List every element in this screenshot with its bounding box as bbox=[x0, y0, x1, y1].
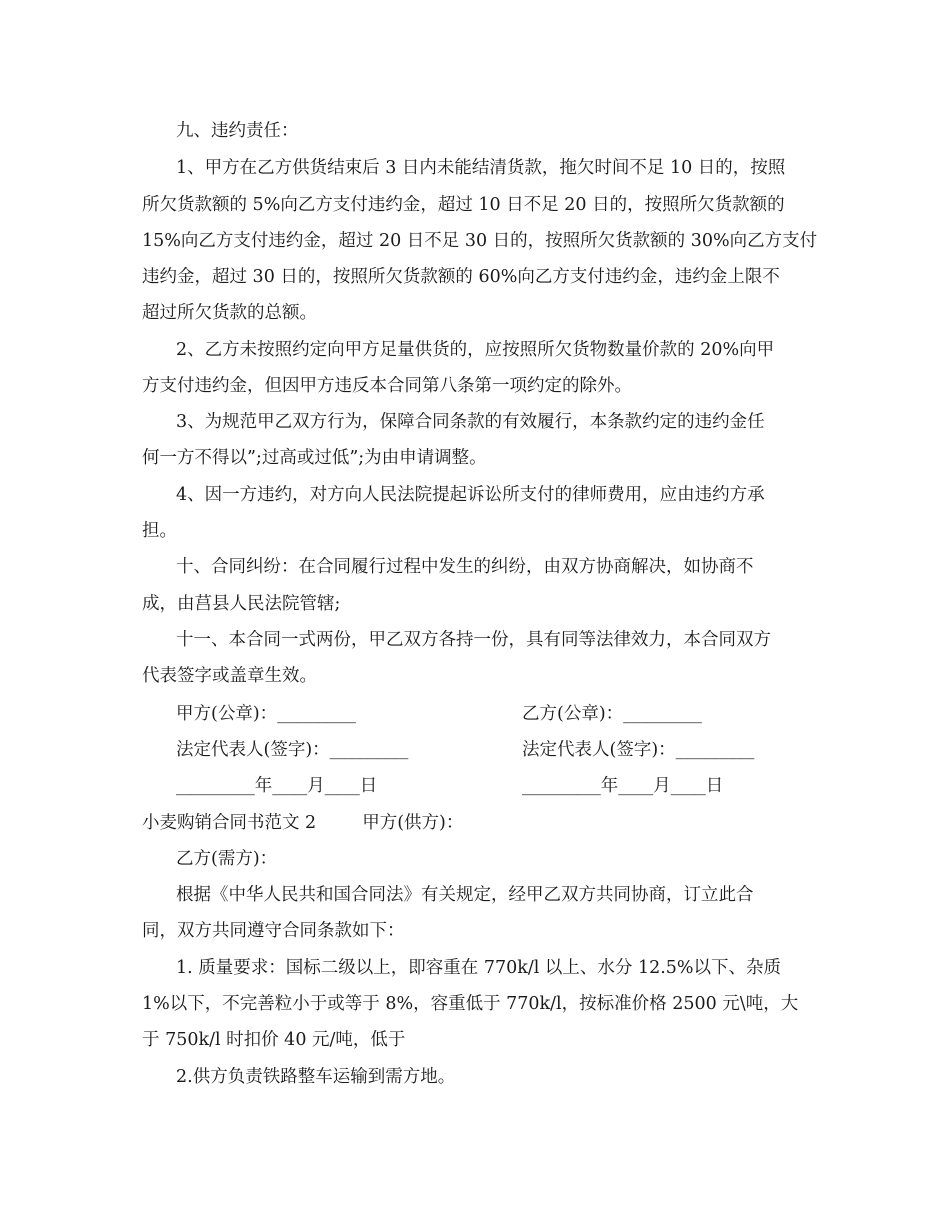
section-9-item-2-line-1: 2、乙方未按照约定向甲方足量供货的，应按照所欠货物数量价款的 20%向甲 bbox=[176, 340, 775, 360]
doc2-party-a: 甲方(供方)： bbox=[362, 813, 464, 833]
section-9-item-3-line-1: 3、为规范甲乙双方行为，保障合同条款的有效履行，本条款约定的违约金任 bbox=[176, 412, 765, 432]
section-9-item-1-line-5: 超过所欠货款的总额。 bbox=[142, 303, 317, 323]
section-9-item-4-line-2: 担。 bbox=[142, 521, 177, 541]
doc2-preamble-line-1: 根据《中华人民共和国合同法》有关规定，经甲乙双方共同协商，订立此合 bbox=[176, 885, 754, 905]
section-9-item-4-line-1: 4、因一方违约，对方向人民法院提起诉讼所支付的律师费用，应由违约方承 bbox=[176, 485, 765, 505]
section-9-item-1-line-2: 所欠货款额的 5%向乙方支付违约金，超过 10 日不足 20 日的，按照所欠货款额的 bbox=[142, 195, 785, 215]
party-a-seal-line: 甲方(公章)：_________ bbox=[176, 704, 356, 724]
doc2-title-row bbox=[142, 811, 463, 835]
section-10-line-1: 十、合同纠纷：在合同履行过程中发生的纠纷，由双方协商解决，如协商不 bbox=[176, 557, 754, 577]
doc2-clause-1-line-1: 1. 质量要求：国标二级以上，即容重在 770k/l 以上、水分 12.5%以下、杂质 bbox=[176, 958, 782, 978]
party-a-date-line: _________年____月____日 bbox=[176, 776, 378, 796]
party-b-seal-line: 乙方(公章)：_________ bbox=[522, 704, 702, 724]
doc2-title: 小麦购销合同书范文 2 bbox=[142, 813, 317, 833]
section-11-line-2: 代表签字或盖章生效。 bbox=[142, 666, 317, 686]
section-9-item-1-line-3: 15%向乙方支付违约金，超过 20 日不足 30 日的，按照所欠货款额的 30%向乙方支付 bbox=[142, 231, 818, 251]
section-9-item-1-line-4: 违约金，超过 30 日的，按照所欠货款额的 60%向乙方支付违约金，违约金上限不 bbox=[142, 267, 780, 287]
doc2-clause-1-line-2: 1%以下，不完善粒小于或等于 8%，容重低于 770k/l，按标准价格 2500 元\吨，大 bbox=[142, 994, 799, 1014]
section-9-item-2-line-2: 方支付违约金，但因甲方违反本合同第八条第一项约定的除外。 bbox=[142, 376, 632, 396]
doc2-party-b: 乙方(需方)： bbox=[176, 849, 278, 869]
section-9-item-1-line-1: 1、甲方在乙方供货结束后 3 日内未能结清货款，拖欠时间不足 10 日的，按照 bbox=[176, 158, 786, 178]
section-9-item-3-line-2: 何一方不得以”;过高或过低”;为由申请调整。 bbox=[142, 448, 487, 468]
doc2-clause-1-line-3: 于 750k/l 时扣价 40 元/吨，低于 bbox=[142, 1030, 406, 1050]
party-b-representative-line: 法定代表人(签字)：_________ bbox=[522, 740, 755, 760]
doc2-clause-2: 2.供方负责铁路整车运输到需方地。 bbox=[176, 1067, 456, 1087]
section-9-heading: 九、违约责任： bbox=[176, 121, 299, 141]
section-11-line-1: 十一、本合同一式两份，甲乙双方各持一份，具有同等法律效力，本合同双方 bbox=[176, 630, 771, 650]
section-10-line-2: 成，由莒县人民法院管辖; bbox=[142, 594, 341, 614]
doc2-preamble-line-2: 同，双方共同遵守合同条款如下： bbox=[142, 921, 405, 941]
party-a-representative-line: 法定代表人(签字)：_________ bbox=[176, 740, 409, 760]
party-b-date-line: _________年____月____日 bbox=[522, 776, 724, 796]
